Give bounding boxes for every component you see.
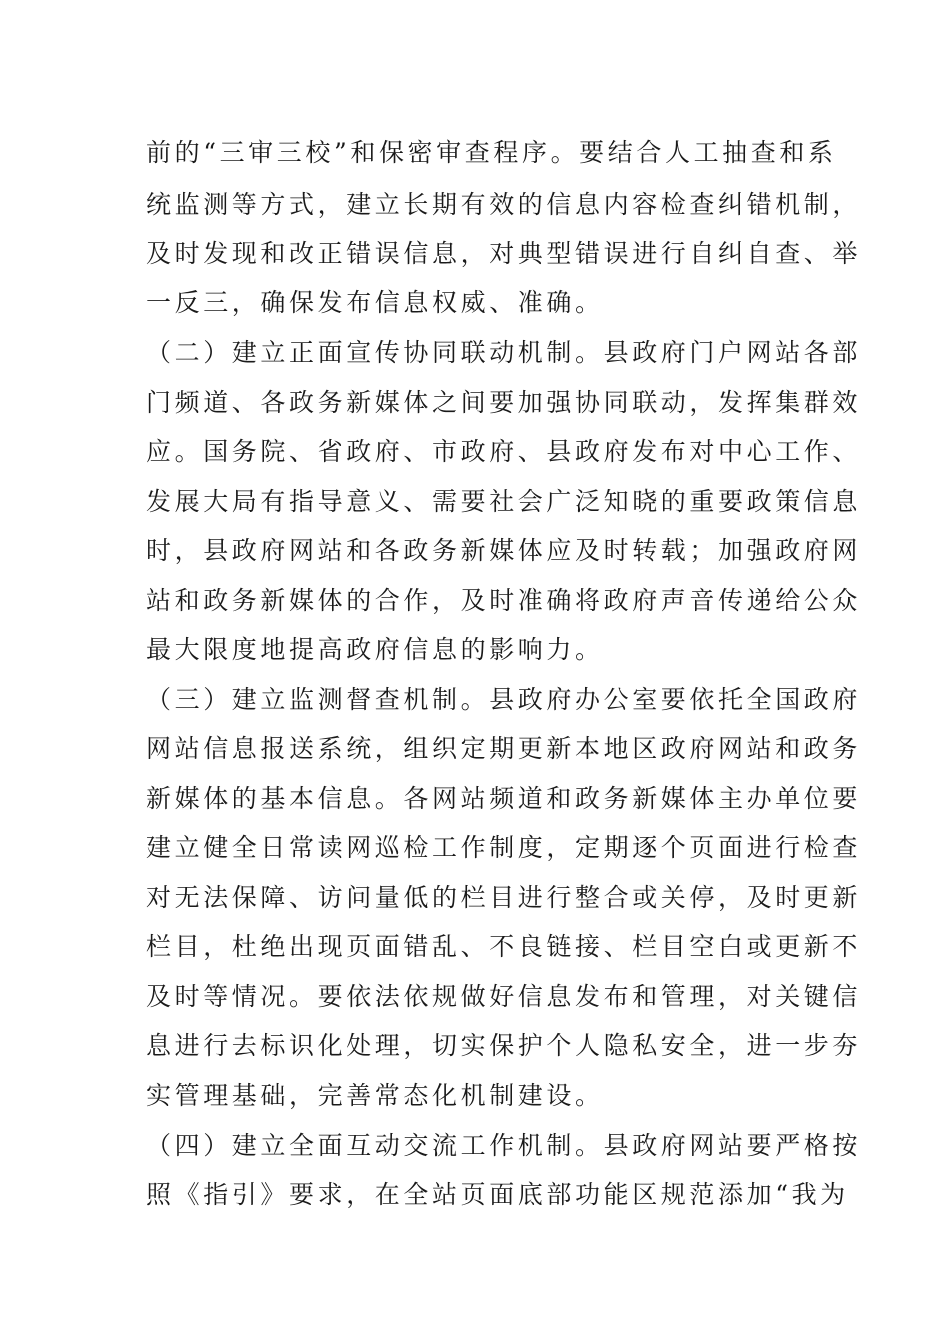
text-line: 息进行去标识化处理，切实保护个人隐私安全，进一步夯 — [146, 1031, 862, 1060]
text-line: 最大限度地提高政府信息的影响力。 — [146, 635, 604, 664]
text-line: 应。国务院、省政府、市政府、县政府发布对中心工作、 — [146, 437, 862, 466]
text-line: 统监测等方式，建立长期有效的信息内容检查纠错机制， — [146, 190, 862, 219]
text-line: 栏目，杜绝出现页面错乱、不良链接、栏目空白或更新不 — [146, 932, 862, 961]
text-line: 时，县政府网站和各政务新媒体应及时转载；加强政府网 — [146, 536, 862, 565]
text-line: 实管理基础，完善常态化机制建设。 — [146, 1081, 604, 1110]
text-line: 建立健全日常读网巡检工作制度，定期逐个页面进行检查 — [146, 833, 862, 862]
text-line: 站和政务新媒体的合作，及时准确将政府声音传递给公众 — [146, 586, 862, 615]
text-line: 照《指引》要求，在全站页面底部功能区规范添加“我为 — [146, 1180, 849, 1209]
text-line: 前的“三审三校”和保密审查程序。要结合人工抽查和系 — [146, 138, 837, 167]
section-heading-2: （二）建立正面宣传协同联动机制。县政府门户网站各部 — [146, 338, 862, 367]
text-line: 门频道、各政务新媒体之间要加强协同联动，发挥集群效 — [146, 388, 862, 417]
text-line: 网站信息报送系统，组织定期更新本地区政府网站和政务 — [146, 734, 862, 763]
text-line: 及时发现和改正错误信息，对典型错误进行自纠自查、举 — [146, 239, 862, 268]
text-line: 对无法保障、访问量低的栏目进行整合或关停，及时更新 — [146, 883, 862, 912]
text-line: 新媒体的基本信息。各网站频道和政务新媒体主办单位要 — [146, 784, 862, 813]
section-heading-3: （三）建立监测督查机制。县政府办公室要依托全国政府 — [146, 685, 862, 714]
text-line: 一反三，确保发布信息权威、准确。 — [146, 288, 604, 317]
text-line: 及时等情况。要依法依规做好信息发布和管理，对关键信 — [146, 982, 862, 1011]
text-line: 发展大局有指导意义、需要社会广泛知晓的重要政策信息 — [146, 487, 862, 516]
section-heading-4: （四）建立全面互动交流工作机制。县政府网站要严格按 — [146, 1131, 862, 1160]
